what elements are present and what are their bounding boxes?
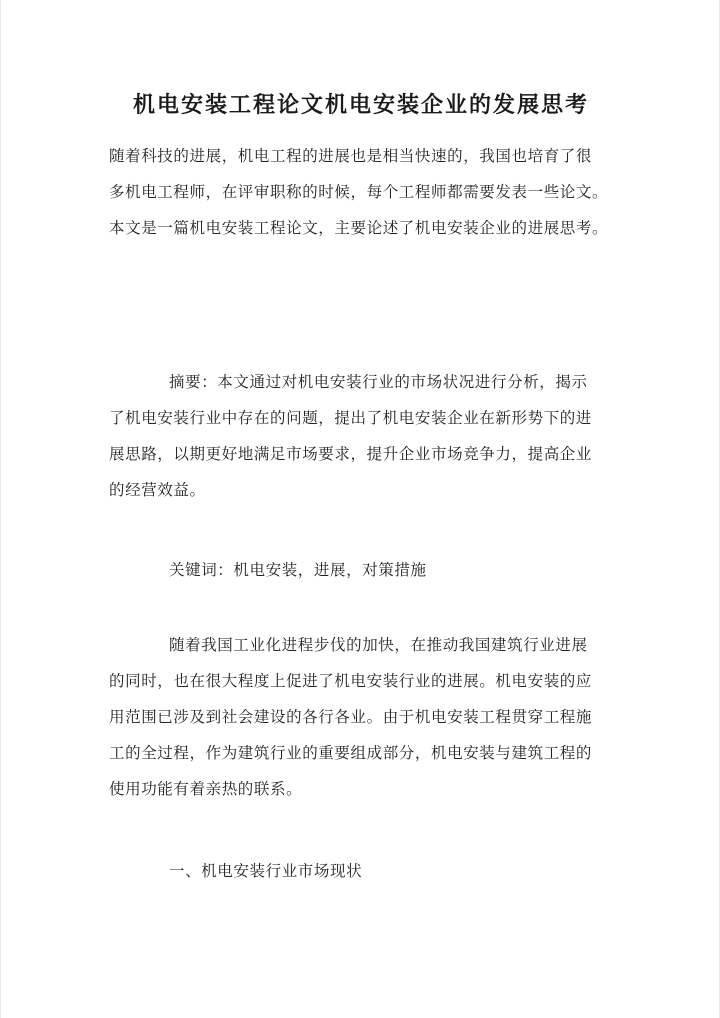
keywords-line: 关键词：机电安装，进展，对策措施 [169,561,427,579]
keywords-paragraph [109,552,629,588]
intro-line: 本文是一篇机电安装工程论文，主要论述了机电安装企业的进展思考。 [109,219,609,237]
body-line: 的同时，也在很大程度上促进了机电安装行业的进展。机电安装的应 [109,672,593,690]
abstract-line: 了机电安装行业中存在的问题，提出了机电安装企业在新形势下的进 [109,409,593,427]
section-heading [109,853,629,889]
abstract-line: 展思路，以期更好地满足市场要求，提升企业市场竞争力，提高企业 [109,445,593,463]
abstract-line: 的经营效益。 [109,481,206,499]
body-line: 使用功能有着亲热的联系。 [109,780,303,798]
document-title: 机电安装工程论文机电安装企业的发展思考 [132,92,589,118]
intro-line: 随着科技的进展，机电工程的进展也是相当快速的，我国也培育了很 [109,147,593,165]
abstract-line: 摘要：本文通过对机电安装行业的市场状况进行分析，揭示 [169,373,588,391]
body-line: 用范围已涉及到社会建设的各行各业。由于机电安装工程贯穿工程施 [109,708,593,726]
intro-line: 多机电工程师，在评审职称的时候，每个工程师都需要发表一些论文。 [109,183,609,201]
body-line: 随着我国工业化进程步伐的加快，在推动我国建筑行业进展 [169,636,588,654]
body-line: 工的全过程，作为建筑行业的重要组成部分，机电安装与建筑工程的 [109,744,593,762]
intro-paragraph [109,138,629,246]
abstract-paragraph [109,364,629,508]
body-paragraph [109,627,629,807]
section-heading-text: 一、机电安装行业市场现状 [169,862,363,880]
